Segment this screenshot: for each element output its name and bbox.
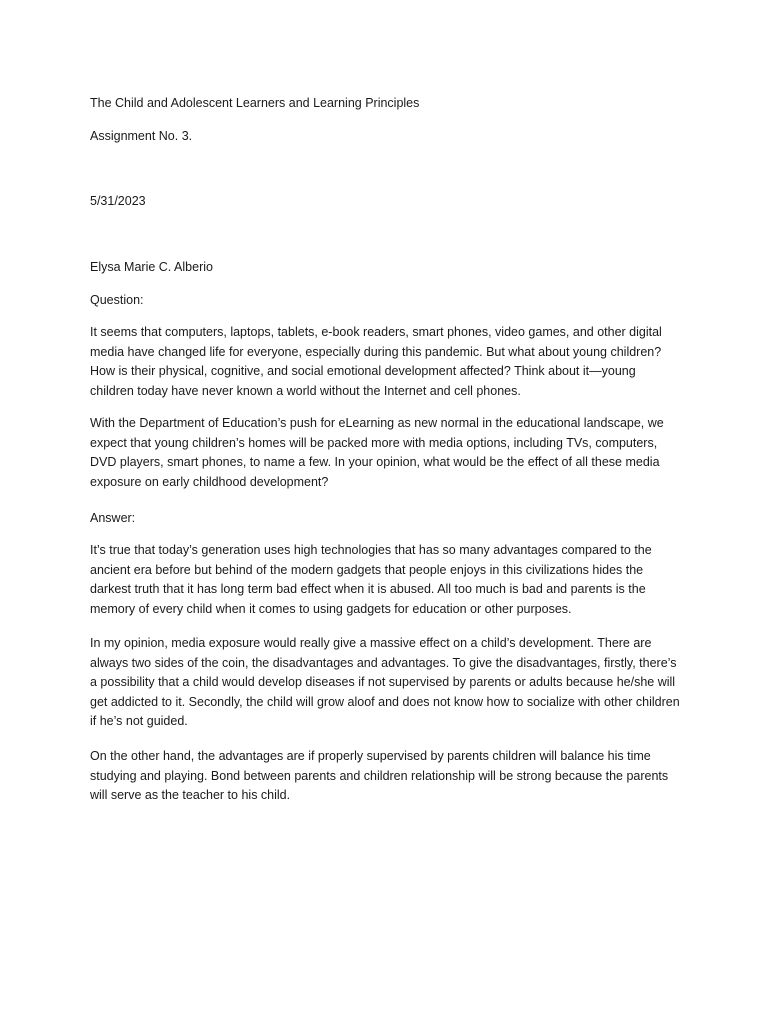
answer-label: Answer: bbox=[90, 511, 136, 525]
assignment-date: 5/31/2023 bbox=[90, 194, 146, 208]
question-label: Question: bbox=[90, 293, 144, 307]
answer-paragraph: On the other hand, the advantages are if properly supervised by parents children will balance his time studying and playing. Bond between parents and children relationship will be strong because the parents will serve as the teacher to his child. bbox=[90, 749, 669, 802]
answer-paragraph: In my opinion, media exposure would really give a massive effect on a child’s development. There are always two sides of the coin, the disadvantages and advantages. To give the disadvantages, firstly, there’s a possibility that a child would develop diseases if not supervised by parents or adults because he/she will get addicted to it. Secondly, the child will grow aloof and does not know how to socialize with other children if he’s not guided. bbox=[90, 636, 680, 728]
question-paragraph: With the Department of Education’s push for eLearning as new normal in the educational landscape, we expect that young children’s homes will be packed more with media options, including TVs, computers, DVD players, smart phones, to name a few. In your opinion, what would be the effect of all these media exposure on early childhood development? bbox=[90, 416, 664, 489]
author-name: Elysa Marie C. Alberio bbox=[90, 260, 213, 274]
document-title: The Child and Adolescent Learners and Learning Principles bbox=[90, 96, 420, 110]
answer-paragraph: It’s true that today’s generation uses high technologies that has so many advantages compared to the ancient era before but behind of the modern gadgets that people enjoys in this civilizations hides the darkest truth that it has long term bad effect when it is abused. All too much is bad and parents is the memory of every child when it comes to using gadgets for education or other purposes. bbox=[90, 543, 652, 616]
assignment-number: Assignment No. 3. bbox=[90, 129, 193, 143]
question-paragraph: It seems that computers, laptops, tablets, e-book readers, smart phones, video games, and other digital media have changed life for everyone, especially during this pandemic. But what about young children? How is their physical, cognitive, and social emotional development affected? Think about it—young children today have never known a world without the Internet and cell phones. bbox=[90, 325, 662, 398]
